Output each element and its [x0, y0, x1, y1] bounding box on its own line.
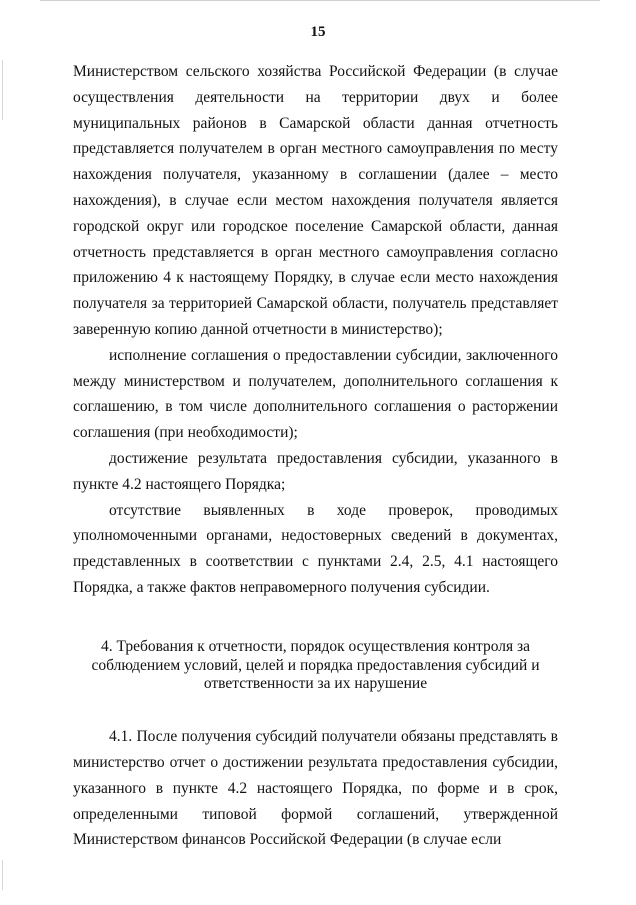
paragraph-agreement-execution: исполнение соглашения о предоставлении субсидии, заключенного между министерством и получателем, дополнительного соглашения к соглашению, в том числе дополнительного соглашения о расторжении соглашения (при необходимости); — [73, 346, 558, 442]
section-heading-line-1: 4. Требования к отчетности, порядок осуществления контроля за — [100, 637, 531, 655]
section-heading-line-3: ответственности за их нарушение — [203, 675, 428, 693]
left-scan-edge — [2, 60, 3, 120]
section-heading-line-2: соблюдением условий, целей и порядка предоставления субсидий и — [91, 656, 540, 674]
paragraph-result-achievement: достижение результата предоставления субсидии, указанного в пункте 4.2 настоящего Порядка; — [73, 449, 558, 493]
left-scan-edge-bottom — [2, 860, 3, 890]
document-body — [73, 59, 558, 853]
paragraph-4-1: 4.1. После получения субсидий получатели обязаны представлять в министерство отчет о достижении результата предоставления субсидии, указанного в пункте 4.2 настоящего Порядка, по форме и в срок, определенными типовой формой соглашений, утвержденной Министерством финансов Российской Федерации (в случае если — [73, 728, 558, 849]
section-heading — [73, 638, 558, 694]
paragraph-ministry-reporting: Министерством сельского хозяйства Российской Федерации (в случае осуществления деятельности на территории двух и более муниципальных районов в Самарской области данная отчетность представляется получателем в орган местного самоуправления по месту нахождения получателя, указанному в соглашении (далее – место нахождения), в случае если местом нахождения получателя является городской округ или городское поселение Самарской области, данная отчетность представляется в орган местного самоуправления согласно приложению 4 к настоящему Порядку, в случае если место нахождения получателя за территорией Самарской области, получатель представляет заверенную копию данной отчетности в министерство); — [73, 63, 558, 338]
paragraph-no-violations: отсутствие выявленных в ходе проверок, проводимых уполномоченными органами, недостоверных сведений в документах, представленных в соответствии с пунктами 2.4, 2.5, 4.1 настоящего Порядка, а также фактов неправомерного получения субсидии. — [73, 501, 558, 596]
top-scan-rule — [40, 0, 600, 1]
page-number: 15 — [310, 24, 326, 40]
